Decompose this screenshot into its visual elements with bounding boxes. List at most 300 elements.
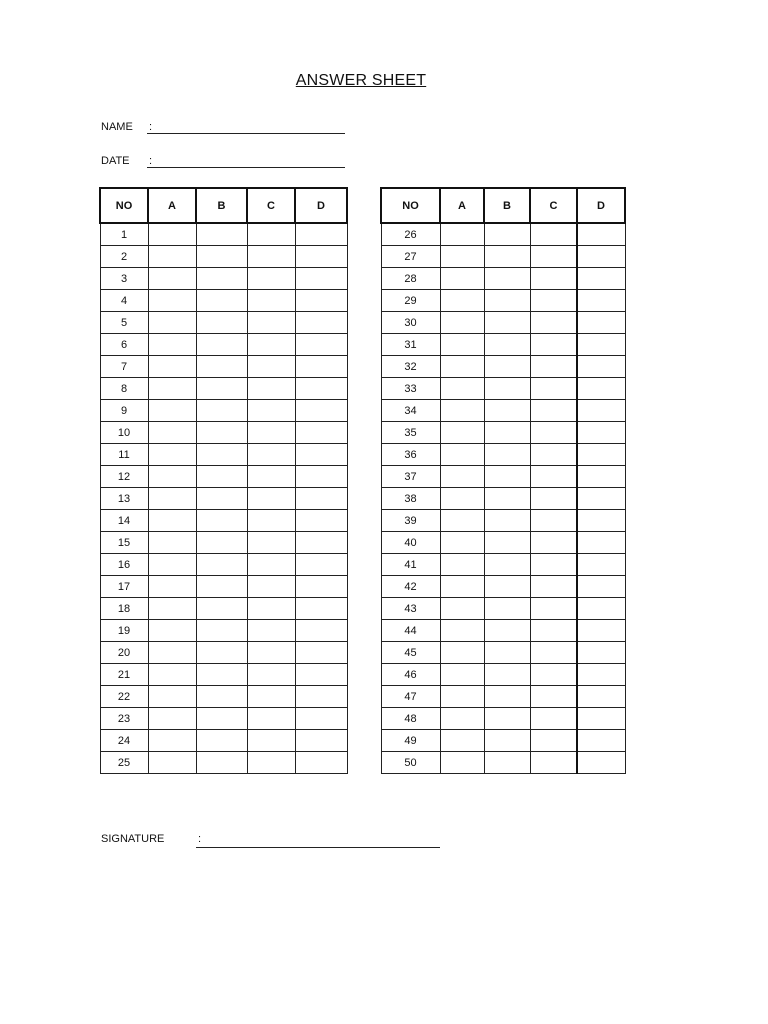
answer-cell-b[interactable] [484, 598, 530, 620]
table-row [100, 223, 347, 246]
answer-cell-a[interactable] [148, 268, 196, 290]
answer-cell-a[interactable] [148, 576, 196, 598]
answer-cell-c[interactable] [247, 334, 295, 356]
question-number: 30 [381, 312, 440, 334]
question-number: 40 [381, 532, 440, 554]
answer-cell-c[interactable] [247, 422, 295, 444]
question-number: 18 [100, 598, 148, 620]
answer-cell-b[interactable] [484, 532, 530, 554]
question-number: 16 [100, 554, 148, 576]
question-number: 31 [381, 334, 440, 356]
answer-cell-c[interactable] [247, 488, 295, 510]
answer-cell-b[interactable] [196, 223, 247, 246]
date-colon: : [149, 155, 153, 167]
answer-cell-b[interactable] [484, 268, 530, 290]
question-number: 32 [381, 356, 440, 378]
answer-cell-c[interactable] [530, 598, 577, 620]
table-row [100, 466, 347, 488]
table-row [100, 378, 347, 400]
answer-cell-b[interactable] [196, 664, 247, 686]
answer-cell-d[interactable] [577, 620, 625, 642]
answer-cell-a[interactable] [440, 312, 484, 334]
question-number: 43 [381, 598, 440, 620]
answer-cell-a[interactable] [440, 730, 484, 752]
answer-cell-d[interactable] [577, 598, 625, 620]
answer-cell-d[interactable] [295, 664, 347, 686]
question-number: 15 [100, 532, 148, 554]
table-header-row [100, 188, 347, 223]
answer-cell-b[interactable] [196, 576, 247, 598]
answer-cell-d[interactable] [295, 223, 347, 246]
answer-cell-b[interactable] [484, 730, 530, 752]
answer-cell-c[interactable] [247, 554, 295, 576]
table-row [381, 268, 625, 290]
answer-cell-d[interactable] [295, 708, 347, 730]
table-row [381, 554, 625, 576]
answer-cell-b[interactable] [484, 620, 530, 642]
table-row [100, 620, 347, 642]
answer-cell-d[interactable] [295, 444, 347, 466]
answer-cell-d[interactable] [295, 290, 347, 312]
answer-cell-a[interactable] [440, 422, 484, 444]
answer-cell-c[interactable] [530, 356, 577, 378]
table-row [100, 730, 347, 752]
table-row [100, 752, 347, 774]
answer-cell-a[interactable] [148, 708, 196, 730]
table-row [100, 356, 347, 378]
answer-cell-a[interactable] [440, 620, 484, 642]
answer-cell-d[interactable] [577, 356, 625, 378]
header-d: D [295, 188, 347, 223]
answer-cell-a[interactable] [148, 444, 196, 466]
answer-cell-b[interactable] [196, 334, 247, 356]
question-number: 2 [100, 246, 148, 268]
answer-cell-c[interactable] [530, 642, 577, 664]
question-number: 7 [100, 356, 148, 378]
answer-cell-c[interactable] [530, 223, 577, 246]
header-no: NO [381, 188, 440, 223]
answer-cell-b[interactable] [484, 708, 530, 730]
answer-cell-b[interactable] [484, 312, 530, 334]
answer-cell-d[interactable] [295, 400, 347, 422]
answer-cell-d[interactable] [295, 554, 347, 576]
answer-cell-d[interactable] [295, 730, 347, 752]
answer-cell-a[interactable] [440, 752, 484, 774]
table-row [381, 466, 625, 488]
table-row [100, 444, 347, 466]
answer-cell-d[interactable] [577, 642, 625, 664]
question-number: 27 [381, 246, 440, 268]
question-number: 39 [381, 510, 440, 532]
answer-cell-a[interactable] [440, 334, 484, 356]
table-row [100, 268, 347, 290]
answer-cell-b[interactable] [484, 642, 530, 664]
answer-cell-b[interactable] [484, 290, 530, 312]
answer-cell-c[interactable] [530, 686, 577, 708]
date-label: DATE [101, 155, 130, 167]
table-row [381, 730, 625, 752]
answer-cell-c[interactable] [530, 488, 577, 510]
answer-cell-d[interactable] [295, 752, 347, 774]
answer-cell-c[interactable] [530, 752, 577, 774]
answer-cell-c[interactable] [247, 752, 295, 774]
table-row [100, 598, 347, 620]
answer-cell-b[interactable] [196, 246, 247, 268]
answer-cell-b[interactable] [484, 400, 530, 422]
answer-cell-d[interactable] [577, 378, 625, 400]
question-number: 19 [100, 620, 148, 642]
answer-cell-b[interactable] [196, 532, 247, 554]
answer-cell-d[interactable] [577, 290, 625, 312]
answer-cell-d[interactable] [577, 752, 625, 774]
answer-cell-b[interactable] [484, 356, 530, 378]
answer-cell-c[interactable] [247, 290, 295, 312]
answer-cell-b[interactable] [196, 752, 247, 774]
answer-cell-c[interactable] [247, 356, 295, 378]
answer-cell-a[interactable] [440, 488, 484, 510]
question-number: 17 [100, 576, 148, 598]
answer-cell-c[interactable] [530, 664, 577, 686]
answer-cell-d[interactable] [295, 686, 347, 708]
header-a: A [440, 188, 484, 223]
answer-cell-b[interactable] [196, 620, 247, 642]
table-row [381, 598, 625, 620]
answer-cell-b[interactable] [484, 334, 530, 356]
table-row [381, 708, 625, 730]
answer-cell-d[interactable] [577, 576, 625, 598]
answer-cell-a[interactable] [440, 510, 484, 532]
answer-cell-a[interactable] [440, 598, 484, 620]
answer-cell-b[interactable] [196, 510, 247, 532]
header-b: B [484, 188, 530, 223]
answer-cell-a[interactable] [440, 356, 484, 378]
answer-cell-d[interactable] [295, 466, 347, 488]
answer-cell-a[interactable] [148, 510, 196, 532]
answer-cell-a[interactable] [148, 554, 196, 576]
table-row [381, 223, 625, 246]
question-number: 25 [100, 752, 148, 774]
table-row [381, 642, 625, 664]
question-number: 37 [381, 466, 440, 488]
question-number: 26 [381, 223, 440, 246]
table-row [100, 312, 347, 334]
question-number: 24 [100, 730, 148, 752]
name-label: NAME [101, 121, 133, 133]
table-row [100, 664, 347, 686]
answer-cell-c[interactable] [247, 730, 295, 752]
answer-cell-d[interactable] [577, 488, 625, 510]
answer-cell-b[interactable] [196, 378, 247, 400]
table-row [100, 488, 347, 510]
answer-cell-a[interactable] [148, 246, 196, 268]
answer-cell-d[interactable] [577, 422, 625, 444]
answer-cell-d[interactable] [295, 378, 347, 400]
answer-cell-d[interactable] [295, 246, 347, 268]
answer-cell-d[interactable] [577, 466, 625, 488]
table-row [381, 510, 625, 532]
answer-cell-b[interactable] [484, 686, 530, 708]
answer-cell-b[interactable] [484, 444, 530, 466]
answer-cell-d[interactable] [577, 510, 625, 532]
answer-cell-b[interactable] [484, 488, 530, 510]
answer-cell-b[interactable] [484, 223, 530, 246]
table-row [100, 246, 347, 268]
answer-cell-a[interactable] [440, 466, 484, 488]
answer-cell-b[interactable] [484, 752, 530, 774]
answer-cell-a[interactable] [440, 268, 484, 290]
answer-cell-b[interactable] [484, 378, 530, 400]
question-number: 13 [100, 488, 148, 510]
answer-cell-b[interactable] [484, 576, 530, 598]
answer-cell-d[interactable] [295, 598, 347, 620]
answer-cell-d[interactable] [577, 708, 625, 730]
answer-cell-d[interactable] [295, 334, 347, 356]
question-number: 5 [100, 312, 148, 334]
answer-cell-c[interactable] [247, 268, 295, 290]
question-number: 29 [381, 290, 440, 312]
question-number: 35 [381, 422, 440, 444]
answer-cell-b[interactable] [484, 246, 530, 268]
answer-cell-d[interactable] [577, 312, 625, 334]
answer-cell-c[interactable] [247, 400, 295, 422]
answer-cell-c[interactable] [530, 290, 577, 312]
question-number: 6 [100, 334, 148, 356]
answer-cell-d[interactable] [295, 620, 347, 642]
answer-cell-a[interactable] [440, 686, 484, 708]
table-row [100, 400, 347, 422]
answer-cell-b[interactable] [196, 444, 247, 466]
answer-cell-c[interactable] [247, 598, 295, 620]
answer-cell-a[interactable] [148, 356, 196, 378]
answer-cell-d[interactable] [295, 642, 347, 664]
signature-label: SIGNATURE [101, 833, 165, 845]
table-row [381, 488, 625, 510]
answer-cell-a[interactable] [440, 400, 484, 422]
answer-cell-c[interactable] [247, 532, 295, 554]
question-number: 44 [381, 620, 440, 642]
answer-cell-d[interactable] [577, 223, 625, 246]
answer-cell-a[interactable] [148, 378, 196, 400]
answer-cell-c[interactable] [247, 576, 295, 598]
question-number: 33 [381, 378, 440, 400]
answer-cell-d[interactable] [577, 334, 625, 356]
answer-cell-c[interactable] [530, 708, 577, 730]
answer-cell-d[interactable] [577, 730, 625, 752]
answer-cell-d[interactable] [577, 532, 625, 554]
answer-cell-a[interactable] [440, 554, 484, 576]
name-line[interactable] [147, 133, 345, 134]
answer-cell-b[interactable] [196, 598, 247, 620]
answer-cell-a[interactable] [148, 752, 196, 774]
table-row [381, 334, 625, 356]
answer-cell-c[interactable] [247, 510, 295, 532]
signature-colon: : [198, 833, 202, 845]
answer-cell-d[interactable] [295, 488, 347, 510]
answer-cell-a[interactable] [440, 444, 484, 466]
header-a: A [148, 188, 196, 223]
answer-cell-a[interactable] [148, 686, 196, 708]
question-number: 48 [381, 708, 440, 730]
answer-cell-c[interactable] [530, 444, 577, 466]
answer-cell-c[interactable] [247, 708, 295, 730]
answer-cell-a[interactable] [440, 290, 484, 312]
answer-cell-a[interactable] [148, 664, 196, 686]
answer-cell-c[interactable] [530, 466, 577, 488]
answer-cell-b[interactable] [196, 466, 247, 488]
question-number: 12 [100, 466, 148, 488]
answer-cell-b[interactable] [196, 422, 247, 444]
table-row [381, 246, 625, 268]
answer-cell-a[interactable] [148, 620, 196, 642]
answer-cell-b[interactable] [484, 510, 530, 532]
answer-cell-b[interactable] [196, 290, 247, 312]
answer-cell-c[interactable] [247, 620, 295, 642]
answer-cell-c[interactable] [530, 532, 577, 554]
answer-cell-a[interactable] [148, 422, 196, 444]
answer-cell-c[interactable] [530, 554, 577, 576]
answer-cell-c[interactable] [530, 730, 577, 752]
header-c: C [247, 188, 295, 223]
table-row [100, 554, 347, 576]
answer-cell-c[interactable] [247, 466, 295, 488]
table-row [100, 686, 347, 708]
answer-cell-d[interactable] [295, 422, 347, 444]
answer-cell-b[interactable] [196, 312, 247, 334]
question-number: 46 [381, 664, 440, 686]
answer-cell-d[interactable] [295, 356, 347, 378]
answer-cell-b[interactable] [196, 268, 247, 290]
question-number: 47 [381, 686, 440, 708]
answer-cell-b[interactable] [484, 554, 530, 576]
answer-cell-a[interactable] [148, 642, 196, 664]
answer-cell-a[interactable] [440, 223, 484, 246]
answer-cell-a[interactable] [148, 730, 196, 752]
answer-cell-c[interactable] [530, 576, 577, 598]
answer-cell-a[interactable] [148, 598, 196, 620]
answer-cell-a[interactable] [148, 334, 196, 356]
table-row [100, 422, 347, 444]
answer-cell-a[interactable] [440, 246, 484, 268]
answer-cell-a[interactable] [440, 664, 484, 686]
answer-cell-b[interactable] [196, 730, 247, 752]
answer-cell-b[interactable] [196, 642, 247, 664]
table-row [100, 290, 347, 312]
answer-cell-c[interactable] [247, 642, 295, 664]
answer-cell-a[interactable] [148, 488, 196, 510]
answer-cell-c[interactable] [530, 510, 577, 532]
table-row [100, 510, 347, 532]
answer-cell-c[interactable] [530, 378, 577, 400]
answer-cell-c[interactable] [247, 664, 295, 686]
answer-cell-b[interactable] [196, 400, 247, 422]
answer-cell-c[interactable] [247, 444, 295, 466]
answer-cell-a[interactable] [148, 223, 196, 246]
question-number: 8 [100, 378, 148, 400]
answer-cell-a[interactable] [148, 312, 196, 334]
answer-cell-a[interactable] [440, 378, 484, 400]
answer-cell-c[interactable] [530, 268, 577, 290]
signature-line[interactable] [196, 847, 440, 848]
answer-cell-c[interactable] [247, 246, 295, 268]
answer-cell-d[interactable] [577, 400, 625, 422]
answer-cell-b[interactable] [196, 686, 247, 708]
answer-cell-d[interactable] [577, 686, 625, 708]
answer-cell-d[interactable] [577, 664, 625, 686]
table-row [381, 378, 625, 400]
table-row [381, 752, 625, 774]
answer-cell-b[interactable] [196, 356, 247, 378]
answer-cell-b[interactable] [484, 422, 530, 444]
table-row [381, 532, 625, 554]
date-line[interactable] [147, 167, 345, 168]
answer-cell-d[interactable] [295, 268, 347, 290]
question-number: 42 [381, 576, 440, 598]
answer-cell-d[interactable] [295, 510, 347, 532]
answer-cell-c[interactable] [530, 620, 577, 642]
answer-table-left [99, 187, 348, 774]
answer-cell-b[interactable] [484, 466, 530, 488]
question-number: 41 [381, 554, 440, 576]
answer-cell-c[interactable] [247, 378, 295, 400]
answer-cell-d[interactable] [577, 246, 625, 268]
header-no: NO [100, 188, 148, 223]
answer-cell-c[interactable] [530, 246, 577, 268]
answer-cell-a[interactable] [148, 290, 196, 312]
answer-cell-d[interactable] [295, 576, 347, 598]
table-header-row [381, 188, 625, 223]
question-number: 38 [381, 488, 440, 510]
question-number: 50 [381, 752, 440, 774]
question-number: 45 [381, 642, 440, 664]
answer-cell-c[interactable] [530, 422, 577, 444]
answer-cell-d[interactable] [577, 444, 625, 466]
header-b: B [196, 188, 247, 223]
answer-cell-d[interactable] [295, 532, 347, 554]
answer-cell-a[interactable] [148, 400, 196, 422]
answer-cell-c[interactable] [530, 400, 577, 422]
table-row [100, 642, 347, 664]
table-row [381, 290, 625, 312]
answer-cell-a[interactable] [148, 532, 196, 554]
question-number: 34 [381, 400, 440, 422]
table-row [381, 356, 625, 378]
table-row [381, 664, 625, 686]
question-number: 28 [381, 268, 440, 290]
answer-cell-d[interactable] [577, 268, 625, 290]
table-row [100, 532, 347, 554]
answer-cell-b[interactable] [196, 488, 247, 510]
answer-cell-a[interactable] [440, 532, 484, 554]
answer-cell-a[interactable] [440, 708, 484, 730]
answer-cell-d[interactable] [577, 554, 625, 576]
answer-cell-c[interactable] [530, 312, 577, 334]
table-row [100, 708, 347, 730]
answer-cell-a[interactable] [440, 642, 484, 664]
answer-cell-a[interactable] [148, 466, 196, 488]
answer-cell-b[interactable] [196, 708, 247, 730]
answer-cell-b[interactable] [484, 664, 530, 686]
answer-cell-a[interactable] [440, 576, 484, 598]
answer-cell-d[interactable] [295, 312, 347, 334]
answer-cell-b[interactable] [196, 554, 247, 576]
answer-cell-c[interactable] [530, 334, 577, 356]
question-number: 14 [100, 510, 148, 532]
answer-cell-c[interactable] [247, 312, 295, 334]
page-title: ANSWER SHEET [295, 72, 427, 89]
answer-cell-c[interactable] [247, 686, 295, 708]
answer-cell-c[interactable] [247, 223, 295, 246]
answer-rows-left [100, 223, 347, 774]
